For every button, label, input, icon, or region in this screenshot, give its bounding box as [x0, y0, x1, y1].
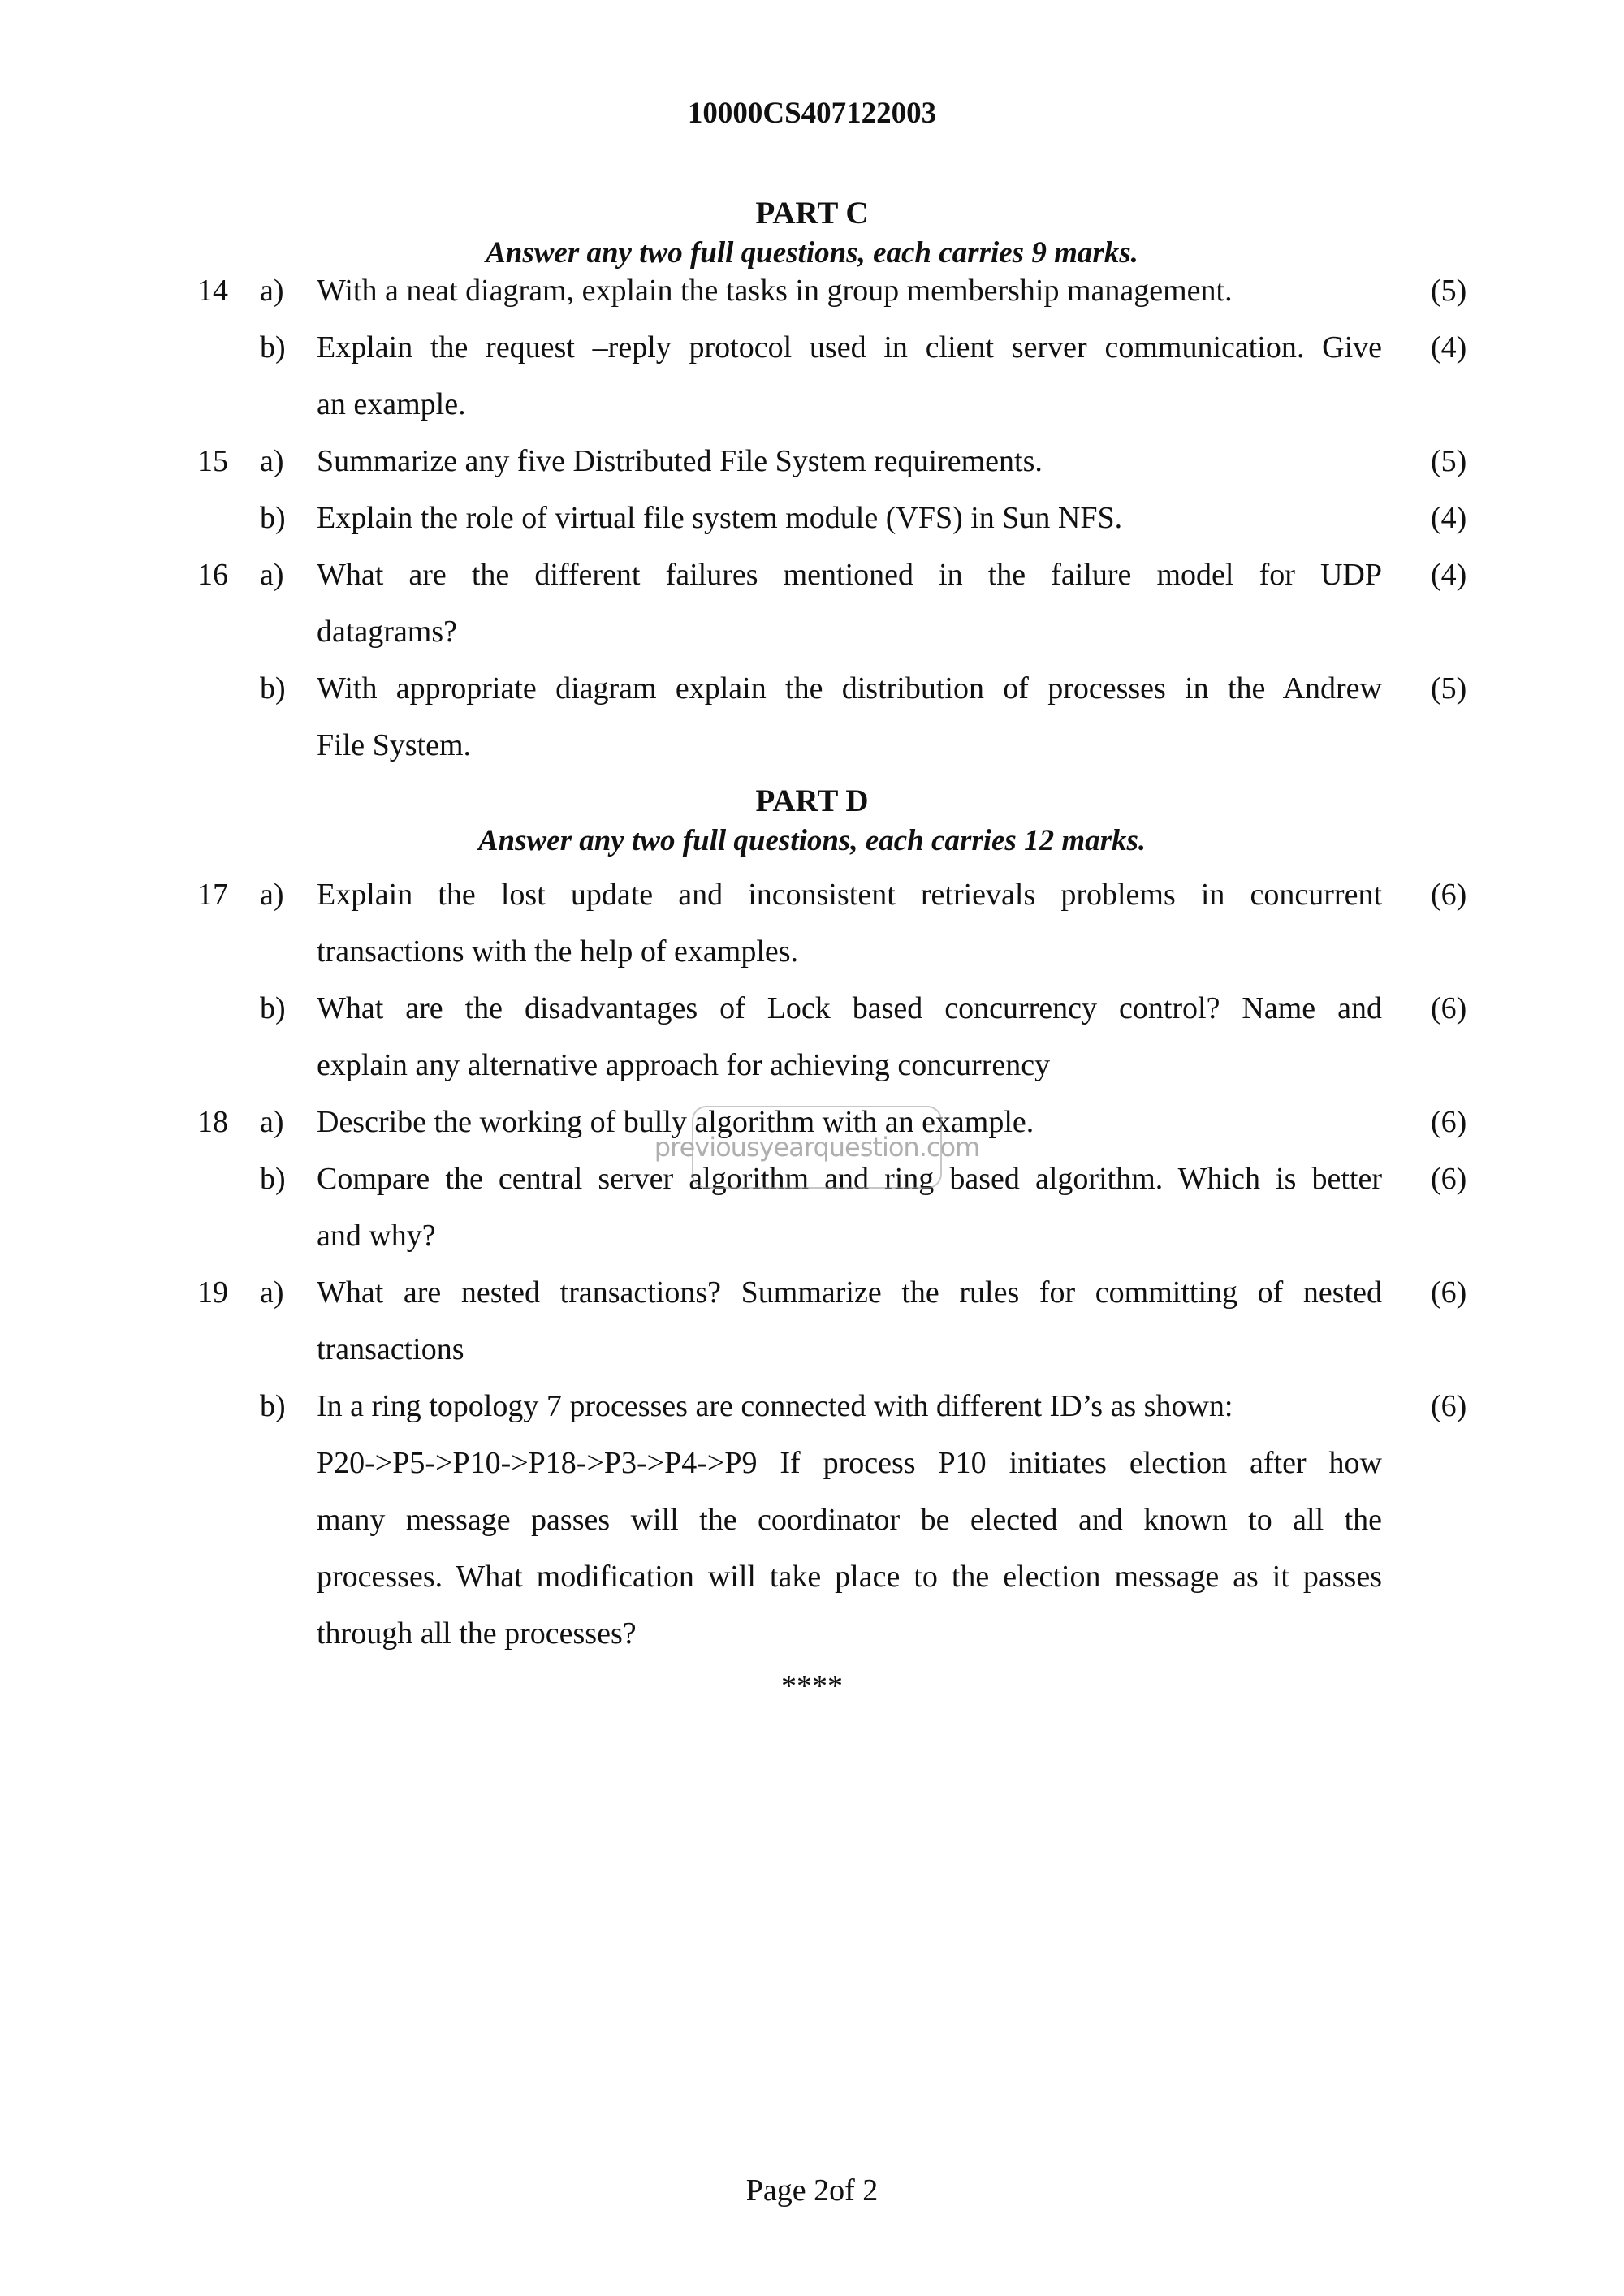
question-sub-label: b) [260, 330, 286, 365]
question-text-line: processes. What modification will take place to the election message as it passes [317, 1560, 1382, 1594]
question-text-line: Explain the lost update and inconsistent retrievals problems in concurrent [317, 878, 1382, 912]
part-c-instruction: Answer any two full questions, each carries 9 marks. [486, 236, 1138, 270]
question-text-line: Explain the request –reply protocol used in client server communication. Give [317, 330, 1382, 365]
question-text-line: many message passes will the coordinator be elected and known to all the [317, 1503, 1382, 1537]
question-text-line: With appropriate diagram explain the distribution of processes in the Andrew [317, 671, 1382, 706]
question-text-line: Describe the working of bully algorithm with an example. [317, 1105, 1034, 1139]
page-footer: Page 2of 2 [745, 2173, 879, 2208]
question-sub-label: b) [260, 1389, 286, 1423]
question-text-line: transactions [317, 1332, 464, 1366]
question-marks: (4) [1431, 558, 1467, 592]
paper-code: 10000CS407122003 [687, 97, 937, 130]
question-text-line: What are the disadvantages of Lock based concurrency control? Name and [317, 991, 1382, 1025]
question-text-line: an example. [317, 387, 466, 421]
question-marks: (5) [1431, 444, 1467, 478]
question-text-line: In a ring topology 7 processes are connected with different ID’s as shown: [317, 1389, 1233, 1423]
question-marks: (6) [1431, 1162, 1467, 1196]
question-marks: (6) [1431, 991, 1467, 1025]
question-text-line: Compare the central server algorithm and ring based algorithm. Which is better [317, 1162, 1382, 1196]
question-text-line: Summarize any five Distributed File System requirements. [317, 444, 1043, 478]
question-text-line: File System. [317, 728, 472, 762]
question-number: 15 [197, 444, 228, 478]
question-number: 19 [197, 1275, 228, 1310]
question-text-line: With a neat diagram, explain the tasks in group membership management. [317, 274, 1233, 308]
question-sub-label: b) [260, 1162, 286, 1196]
question-text-line: and why? [317, 1219, 436, 1253]
part-d-title: PART D [755, 783, 869, 818]
question-marks: (5) [1431, 671, 1467, 706]
question-sub-label: b) [260, 671, 286, 706]
question-text-line: Explain the role of virtual file system module (VFS) in Sun NFS. [317, 501, 1123, 535]
question-sub-label: b) [260, 501, 286, 535]
question-marks: (5) [1431, 274, 1467, 308]
question-marks: (4) [1431, 501, 1467, 535]
question-text-line: explain any alternative approach for achieving concurrency [317, 1048, 1051, 1082]
question-number: 18 [197, 1105, 228, 1139]
question-marks: (6) [1431, 1389, 1467, 1423]
question-number: 17 [197, 878, 228, 912]
part-d-instruction: Answer any two full questions, each carries 12 marks. [477, 824, 1147, 857]
question-number: 16 [197, 558, 228, 592]
question-text-line: What are nested transactions? Summarize the rules for committing of nested [317, 1275, 1382, 1310]
question-sub-label: a) [260, 444, 284, 478]
question-marks: (6) [1431, 1105, 1467, 1139]
part-c-title: PART C [755, 196, 869, 231]
question-marks: (6) [1431, 878, 1467, 912]
question-sub-label: a) [260, 558, 284, 592]
question-text-line: through all the processes? [317, 1616, 637, 1651]
question-text-line: transactions with the help of examples. [317, 934, 799, 969]
question-sub-label: b) [260, 991, 286, 1025]
question-sub-label: a) [260, 1275, 284, 1310]
question-text-line: datagrams? [317, 615, 458, 649]
question-sub-label: a) [260, 274, 284, 308]
question-sub-label: a) [260, 1105, 284, 1139]
question-text-line: P20->P5->P10->P18->P3->P4->P9 If process P10 initiates election after how [317, 1446, 1382, 1480]
question-number: 14 [197, 274, 228, 308]
question-marks: (6) [1431, 1275, 1467, 1310]
question-text-line: What are the different failures mentioned in the failure model for UDP [317, 558, 1382, 592]
end-mark: **** [781, 1669, 843, 1703]
question-sub-label: a) [260, 878, 284, 912]
question-marks: (4) [1431, 330, 1467, 365]
watermark-stamp: previousyearquestion.com [692, 1106, 942, 1189]
